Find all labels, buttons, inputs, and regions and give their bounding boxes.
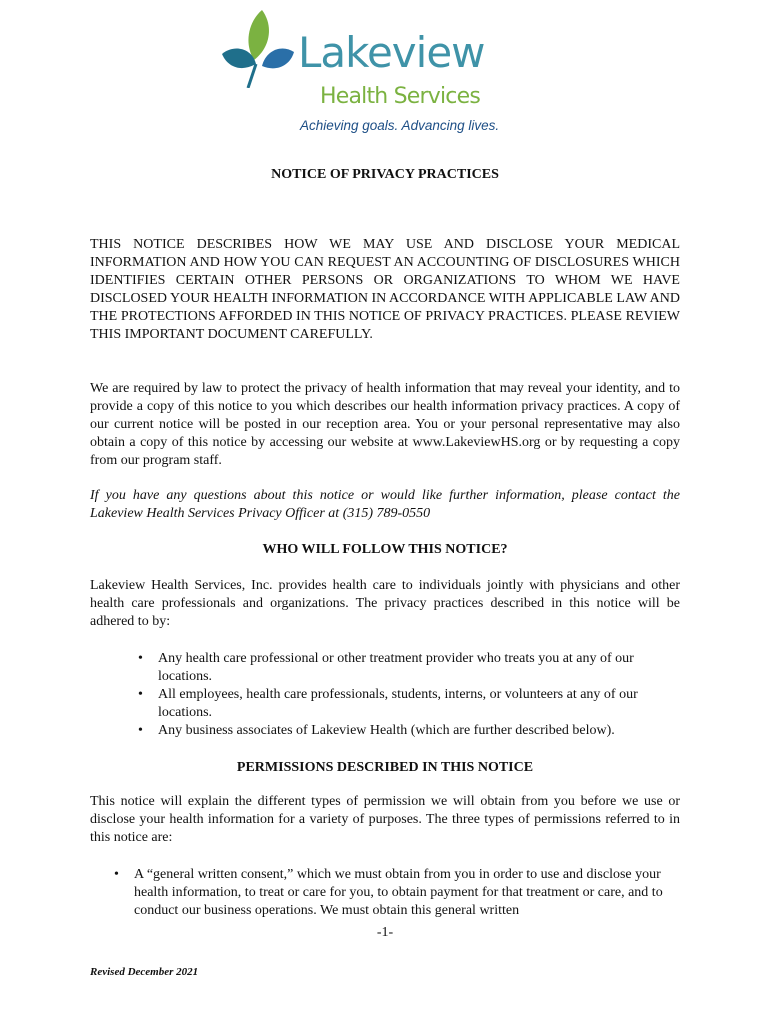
document-title: NOTICE OF PRIVACY PRACTICES: [271, 167, 499, 182]
revision-footer: Revised December 2021: [90, 966, 199, 978]
section-permissions-heading: PERMISSIONS DESCRIBED IN THIS NOTICE: [236, 760, 534, 775]
list-item: • Any business associates of Lakeview Health (which are further described below).: [134, 722, 680, 740]
list-item: • Any health care professional or other treatment provider who treats you at any of our locations.: [134, 650, 680, 686]
paragraph-contact: If you have any questions about this notice or would like further information, please contact the Lakeview Health Services Privacy Officer at (315) 789-0550: [90, 488, 680, 521]
logo-name: Lakeview: [298, 28, 485, 77]
section-who-heading: WHO WILL FOLLOW THIS NOTICE?: [262, 542, 508, 557]
logo-subtitle: Health Services: [320, 84, 481, 109]
paragraph-required-by-law: We are required by law to protect the privacy of health information that may reveal your identity, and to provide a copy of this notice to you which describes our health information privacy practices. A copy of our current notice will be posted in our reception area. You or your personal representative may also obtain a copy of this notice by accessing our website at www.LakeviewHS.org or by requesting a copy from our program staff.: [90, 381, 680, 468]
permissions-bullet-list: [110, 866, 670, 920]
list-item: • All employees, health care professionals, students, interns, or volunteers at any of our locations.: [134, 686, 680, 722]
intro-notice-caps: THIS NOTICE DESCRIBES HOW WE MAY USE AND DISCLOSE YOUR MEDICAL INFORMATION AND HOW YOU CAN REQUEST AN ACCOUNTING OF DISCLOSURES WHICH IDENTIFIES CERTAIN OTHER PERSONS OR ORGANIZATIONS TO WHOM WE HAVE DISCLOSED YOUR HEALTH INFORMATION IN ACCORDANCE WITH APPLICABLE LAW AND THE PROTECTIONS AFFORDED IN THIS NOTICE OF PRIVACY PRACTICES. PLEASE REVIEW THIS IMPORTANT DOCUMENT CAREFULLY.: [90, 237, 680, 342]
section-who-body: Lakeview Health Services, Inc. provides health care to individuals jointly with physicians and other health care professionals and organizations. The privacy practices described in this notice will be adhered to by:: [90, 578, 680, 629]
list-item: • A “general written consent,” which we must obtain from you in order to use and disclose your health information, to treat or care for you, to obtain payment for that treatment or care, and to conduct our business operations. We must obtain this general written: [110, 866, 670, 920]
lakeview-logo: [220, 8, 510, 140]
who-bullet-list: [134, 650, 680, 740]
logo-tagline: Achieving goals. Advancing lives.: [300, 118, 500, 133]
section-permissions-body: This notice will explain the different types of permission we will obtain from you before we use or disclose your health information for a variety of purposes. The three types of permissions referred to in this notice are:: [90, 794, 680, 845]
leaf-logo-icon: [220, 8, 300, 88]
page-number: -1-: [376, 925, 394, 940]
